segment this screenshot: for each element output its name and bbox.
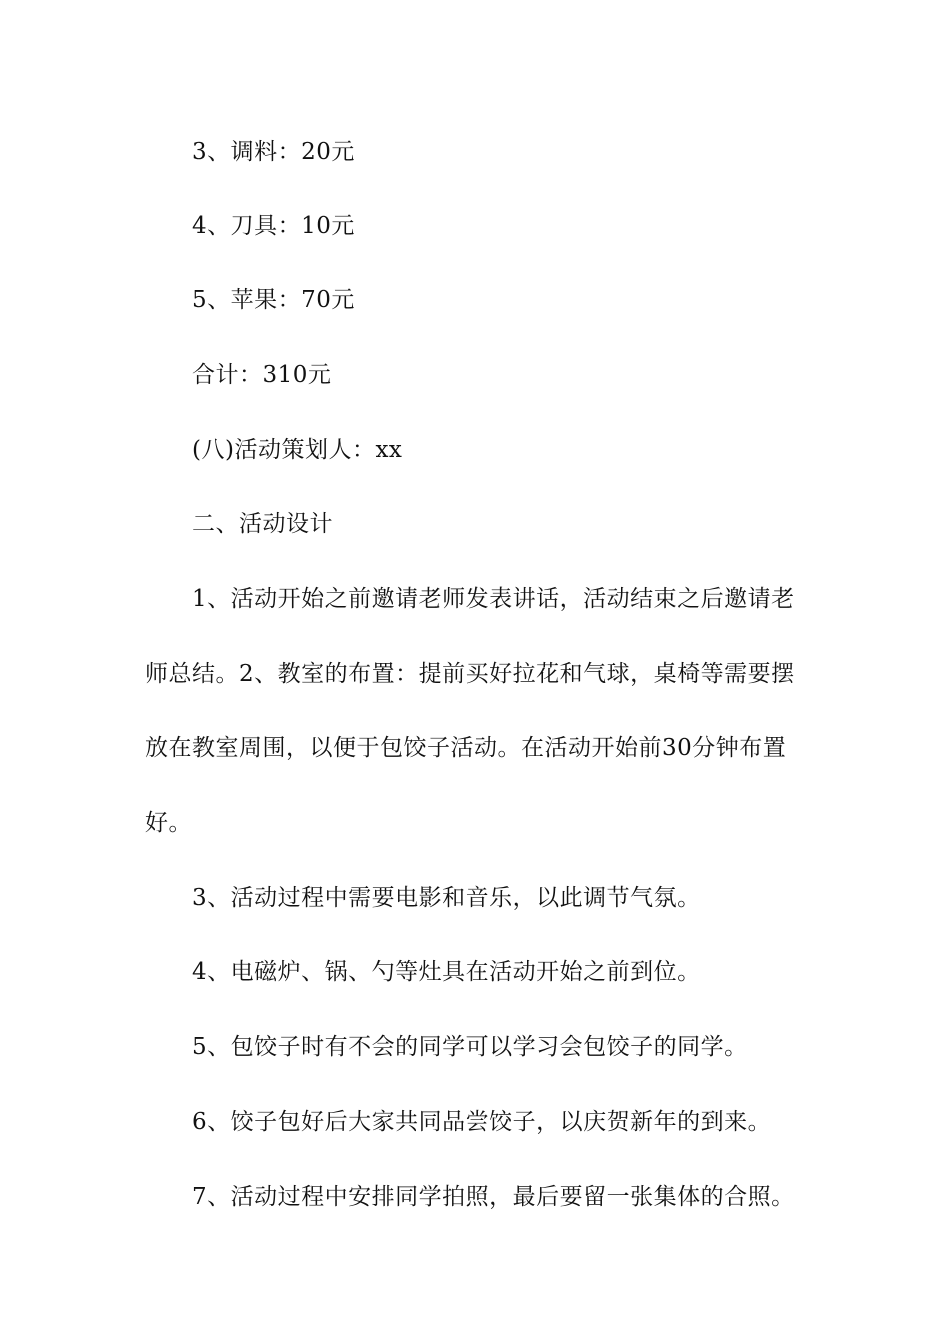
- design-item-cookware: 4、电磁炉、锅、勺等灶具在活动开始之前到位。: [192, 959, 701, 985]
- design-item-learning: 5、包饺子时有不会的同学可以学习会包饺子的同学。: [192, 1034, 748, 1060]
- design-item-media: 3、活动过程中需要电影和音乐，以此调节气氛。: [192, 885, 701, 911]
- paragraph-line: 放在教室周围，以便于包饺子活动。在活动开始前30分钟布置: [145, 735, 787, 761]
- budget-item-apples: 5、苹果：70元: [192, 287, 355, 313]
- paragraph-line: 师总结。2、教室的布置：提前买好拉花和气球，桌椅等需要摆: [145, 661, 795, 687]
- budget-total: 合计：310元: [192, 362, 332, 388]
- paragraph-line: 好。: [145, 810, 192, 836]
- design-item-tasting: 6、饺子包好后大家共同品尝饺子，以庆贺新年的到来。: [192, 1109, 772, 1135]
- budget-item-seasoning: 3、调料：20元: [192, 139, 355, 165]
- section-heading: 二、活动设计: [192, 511, 333, 537]
- activity-planner: (八)活动策划人：xx: [192, 437, 403, 463]
- budget-item-knives: 4、刀具：10元: [192, 213, 355, 239]
- paragraph-line: 1、活动开始之前邀请老师发表讲话，活动结束之后邀请老: [192, 586, 795, 612]
- design-item-photos: 7、活动过程中安排同学拍照，最后要留一张集体的合照。: [192, 1184, 795, 1210]
